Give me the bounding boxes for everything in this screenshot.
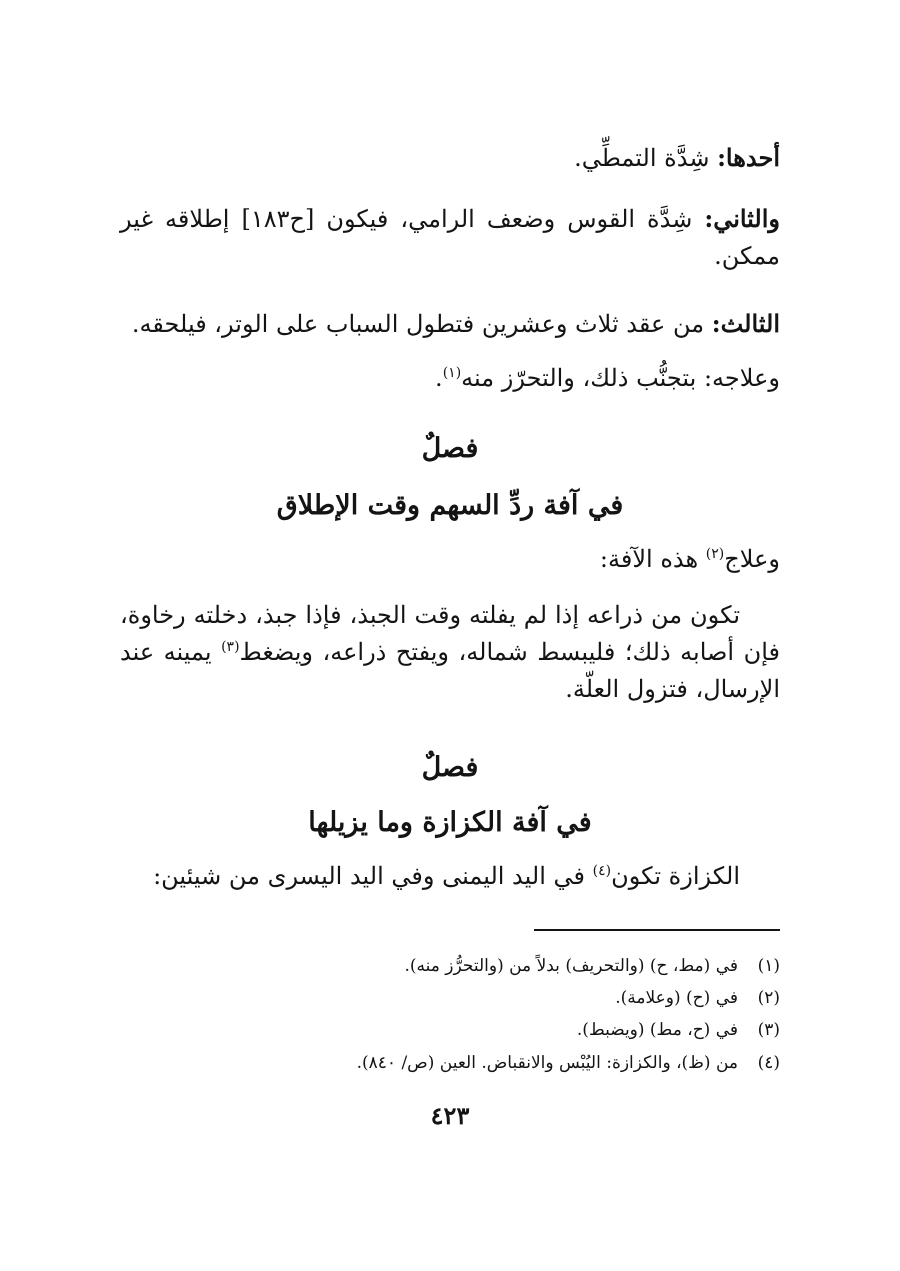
- footnote-item: [120, 1049, 780, 1077]
- footnote-text: في (ح، مط) (ويضبط).: [576, 1020, 738, 1040]
- footnote-ref[interactable]: (٣): [221, 639, 240, 655]
- footnote-ref[interactable]: (١): [442, 365, 462, 381]
- footnote-item: [120, 984, 780, 1012]
- paragraph-text: وعلاج: [724, 545, 780, 573]
- section-body: [120, 858, 780, 895]
- paragraph-lead: الثالث:: [711, 309, 780, 338]
- paragraph-third: [120, 305, 780, 343]
- section-subheading: في آفة ردِّ السهم وقت الإطلاق: [276, 490, 624, 521]
- section-heading: فصلٌ: [421, 433, 479, 464]
- footnote-separator: [534, 929, 780, 931]
- paragraph-text: تكون من ذراعه إذا لم يفلته وقت الجبذ، فإذا جبذ، دخلته رخاوة، فإن أصابه ذلك؛ فليبسط شماله، ويفتح ذراعه، ويضغط: [120, 601, 781, 666]
- footnote-number: (٣): [757, 1020, 780, 1040]
- paragraph-text: في اليد اليمنى وفي اليد اليسرى من شيئين:: [153, 862, 593, 890]
- paragraph-lead: أحدها:: [717, 143, 780, 172]
- footnote-ref[interactable]: (٢): [705, 546, 725, 562]
- footnote-number: (٤): [757, 1053, 780, 1073]
- paragraph-remedy: [120, 360, 780, 397]
- section-intro: [120, 541, 780, 578]
- section-body: [120, 597, 780, 708]
- footnote-text: في (مط، ح) (والتحريف) بدلاً من (والتحرُّز منه).: [404, 956, 738, 976]
- paragraph-second: [120, 200, 780, 275]
- paragraph-text: شِدَّة القوس وضعف الرامي، فيكون [ح١٨٣] إطلاقه غير ممكن.: [120, 205, 780, 270]
- footnote-item: [120, 1016, 780, 1044]
- footnote-text: في (ح) (وعلامة).: [615, 988, 738, 1008]
- paragraph-text: هذه الآفة:: [599, 545, 706, 573]
- footnote-text: من (ظ)، والكزازة: اليُبْس والانقباض. العين (ص/ ٨٤٠).: [356, 1053, 738, 1073]
- paragraph-text: وعلاجه: بتجنُّب ذلك، والتحرّز منه: [461, 364, 780, 392]
- paragraph-text: .: [435, 364, 443, 392]
- footnote-item: [120, 952, 780, 980]
- page-number: ٤٢٣: [430, 1101, 470, 1130]
- paragraph-text: الكزازة تكون: [611, 862, 740, 890]
- footnote-number: (١): [757, 956, 780, 976]
- paragraph-first: [120, 139, 780, 177]
- footnote-number: (٢): [757, 988, 780, 1008]
- paragraph-text: يمينه عند الإرسال، فتزول العلّة.: [120, 638, 780, 703]
- paragraph-text: من عقد ثلاث وعشرين فتطول السباب على الوتر، فيلحقه.: [131, 310, 712, 338]
- footnote-ref[interactable]: (٤): [592, 863, 612, 879]
- paragraph-lead: والثاني:: [704, 204, 780, 233]
- paragraph-text: شِدَّة التمطِّي.: [574, 144, 718, 172]
- section-subheading: في آفة الكزازة وما يزيلها: [308, 807, 592, 838]
- section-heading: فصلٌ: [421, 752, 479, 783]
